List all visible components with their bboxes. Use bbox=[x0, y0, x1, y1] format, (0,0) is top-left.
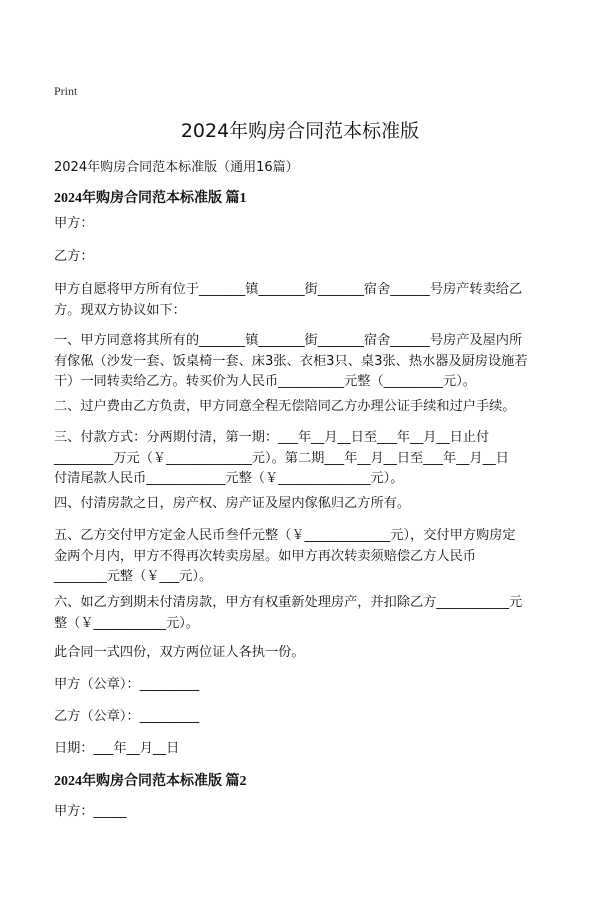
copies-paragraph: 此合同一式四份，双方两位证人各执一份。 bbox=[54, 645, 305, 660]
clause-6-paragraph bbox=[54, 593, 548, 634]
clause-1-line: 干）一同转卖给乙方。转买价为人民币__________元整（_________元）。 bbox=[54, 374, 476, 389]
section-2-party-a-line: 甲方：_____ bbox=[54, 804, 127, 819]
clause-3-line: 付清尾款人民币____________元整（￥______________元）。 bbox=[54, 471, 404, 486]
intro-paragraph bbox=[54, 280, 548, 321]
clause-5-line: 金两个月内，甲方不得再次转卖房屋。如甲方再次转卖须赔偿乙方人民币 bbox=[54, 548, 476, 564]
party-a-line: 甲方： bbox=[54, 216, 94, 231]
clause-3-line: _________万元（￥_____________元）。第二期___年__月__日至___年__月__日 bbox=[54, 450, 509, 466]
clause-4-paragraph: 四、付清房款之日，房产权、房产证及屋内傢俬归乙方所有。 bbox=[54, 496, 411, 511]
clause-3-paragraph bbox=[54, 428, 548, 490]
clause-5-paragraph bbox=[54, 526, 548, 588]
clause-1-line: 有傢俬（沙发一套、饭桌椅一套、床3张、衣柜3只、桌3张、热水器及厨房设施若 bbox=[54, 353, 528, 369]
section-heading-2: 2024年购房合同范本标准版 篇2 bbox=[54, 774, 247, 789]
clause-1-line: 一、甲方同意将其所有的_______镇_______街_______宿舍______号房产及屋内所 bbox=[54, 333, 523, 348]
clause-6-line: 六、如乙方到期未付清房款，甲方有权重新处理房产，并扣除乙方___________元 bbox=[54, 595, 523, 610]
clause-1-paragraph bbox=[54, 331, 548, 393]
clause-3-line: 三、付款方式：分两期付清，第一期：___年__月__日至___年__月__日止付 bbox=[54, 430, 490, 445]
clause-5-line: ________元整（￥___元）。 bbox=[54, 569, 213, 584]
party-a-seal-line: 甲方（公章）：_________ bbox=[54, 677, 200, 692]
clause-2-paragraph: 二、过户费由乙方负责，甲方同意全程无偿陪同乙方办理公证手续和过户手续。 bbox=[54, 399, 516, 414]
intro-line: 方。现双方协议如下： bbox=[54, 302, 186, 318]
section-heading-1: 2024年购房合同范本标准版 篇1 bbox=[54, 191, 247, 206]
document-title: 2024年购房合同范本标准版 bbox=[180, 120, 420, 142]
date-line: 日期：___年__月__日 bbox=[54, 741, 180, 756]
print-label: Print bbox=[54, 84, 78, 98]
document-subtitle: 2024年购房合同范本标准版（通用16篇） bbox=[54, 160, 299, 175]
intro-line: 甲方自愿将甲方所有位于_______镇_______街_______宿舍______号房产转卖给乙 bbox=[54, 282, 523, 297]
clause-5-line: 五、乙方交付甲方定金人民币叁仟元整（￥_____________元），交付甲方购房定 bbox=[54, 528, 516, 543]
party-b-line: 乙方： bbox=[54, 249, 94, 264]
clause-6-line: 整（￥___________元）。 bbox=[54, 615, 200, 631]
party-b-seal-line: 乙方（公章）：_________ bbox=[54, 709, 200, 724]
